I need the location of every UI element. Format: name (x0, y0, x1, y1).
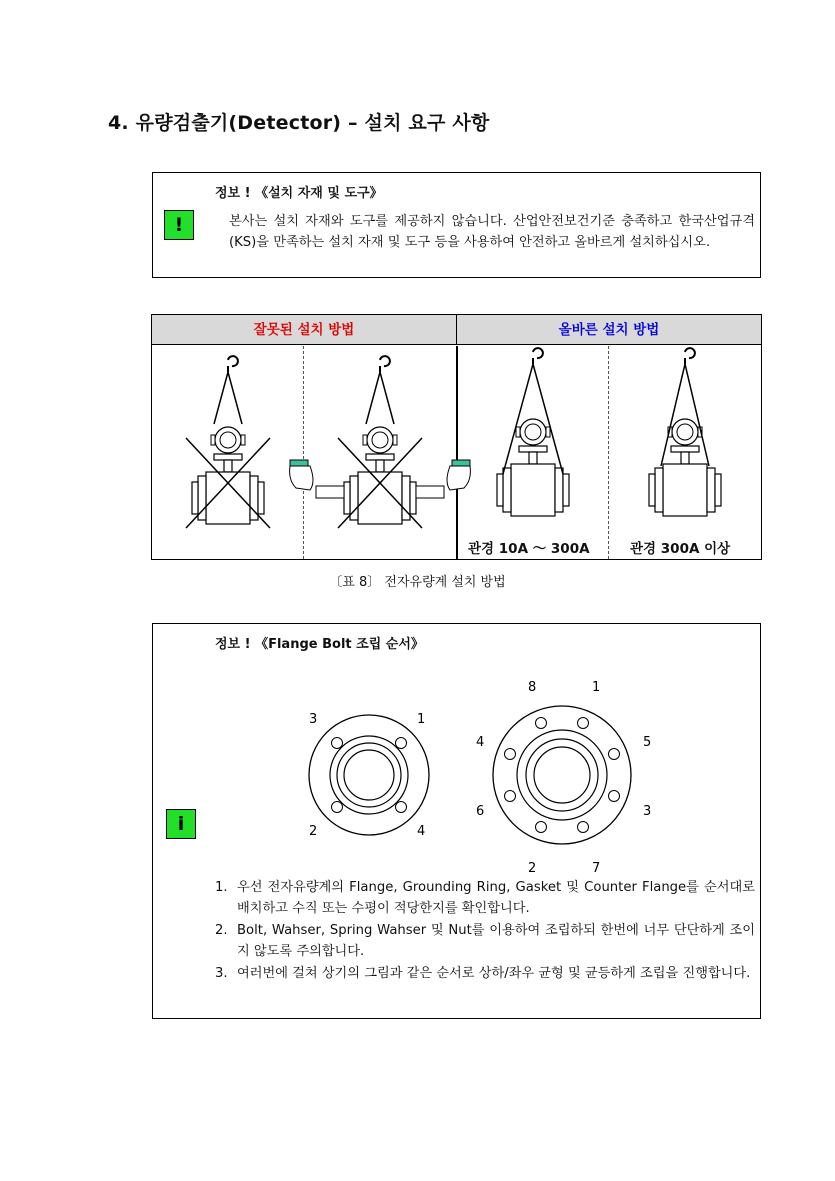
bolt-label: 4 (417, 824, 426, 839)
bolt-label: 8 (528, 680, 537, 695)
step-text: 여러번에 걸쳐 상기의 그림과 같은 순서로 상하/좌우 균형 및 균등하게 조립을 진행합니다. (237, 966, 751, 981)
wrong-install-header: 잘못된 설치 방법 (253, 322, 355, 338)
list-item (215, 963, 755, 984)
install-method-table (151, 314, 762, 560)
bolt-label: 3 (643, 804, 652, 819)
table-caption: 〔표 8〕 전자유량계 설치 방법 (329, 575, 506, 590)
bolt-label: 5 (643, 735, 652, 750)
assembly-steps (215, 877, 755, 985)
list-item (215, 920, 755, 962)
flange-bolt-diagrams (301, 676, 701, 876)
step-text: Bolt, Wahser, Spring Wahser 및 Nut를 이용하여 조립하되 한번에 너무 단단하게 조이지 않도록 주의합니다. (237, 923, 755, 959)
bolt-label: 4 (476, 735, 485, 750)
bolt-label: 2 (528, 861, 537, 876)
bolt-label: 7 (592, 861, 601, 876)
info-box-title: 정보 ! 《설치 자재 및 도구》 (215, 186, 383, 201)
info-box-title: 정보 ! 《Flange Bolt 조립 순서》 (215, 637, 424, 652)
info-box-install-materials (152, 172, 761, 278)
bolt-label: 3 (309, 712, 318, 727)
install-illustrations (152, 346, 760, 559)
step-number: 3. (215, 966, 228, 981)
list-item (215, 877, 755, 919)
step-number: 1. (215, 880, 228, 895)
exclamation-icon: ! (164, 210, 194, 240)
section-heading: 4. 유량검출기(Detector) – 설치 요구 사항 (108, 112, 490, 134)
step-text: 우선 전자유량계의 Flange, Grounding Ring, Gasket 및 Counter Flange를 순서대로 배치하고 수직 또는 수평이 적당한지를 확인합니다. (237, 880, 755, 916)
right-install-header: 올바른 설치 방법 (456, 315, 761, 345)
small-flange-diagram (309, 712, 429, 839)
bolt-label: 2 (309, 824, 318, 839)
table-header-row (152, 315, 761, 345)
table-body-row (152, 346, 761, 559)
bolt-label: 1 (592, 680, 601, 695)
step-number: 2. (215, 923, 228, 938)
info-box-text: 본사는 설치 자재와 도구를 제공하지 않습니다. 산업안전보건기준 충족하고 한국산업규격(KS)을 만족하는 설치 자재 및 도구 등을 사용하여 안전하고 올바르게 설치하십시오. (229, 214, 755, 250)
caption-large-diameter: 관경 300A 이상 (630, 541, 731, 557)
caption-small-diameter: 관경 10A ～ 300A (468, 541, 590, 557)
bolt-label: 1 (417, 712, 426, 727)
info-box-flange-bolt (152, 623, 761, 1019)
bolt-label: 6 (476, 804, 485, 819)
info-icon: i (166, 809, 196, 839)
large-flange-diagram (476, 680, 651, 876)
